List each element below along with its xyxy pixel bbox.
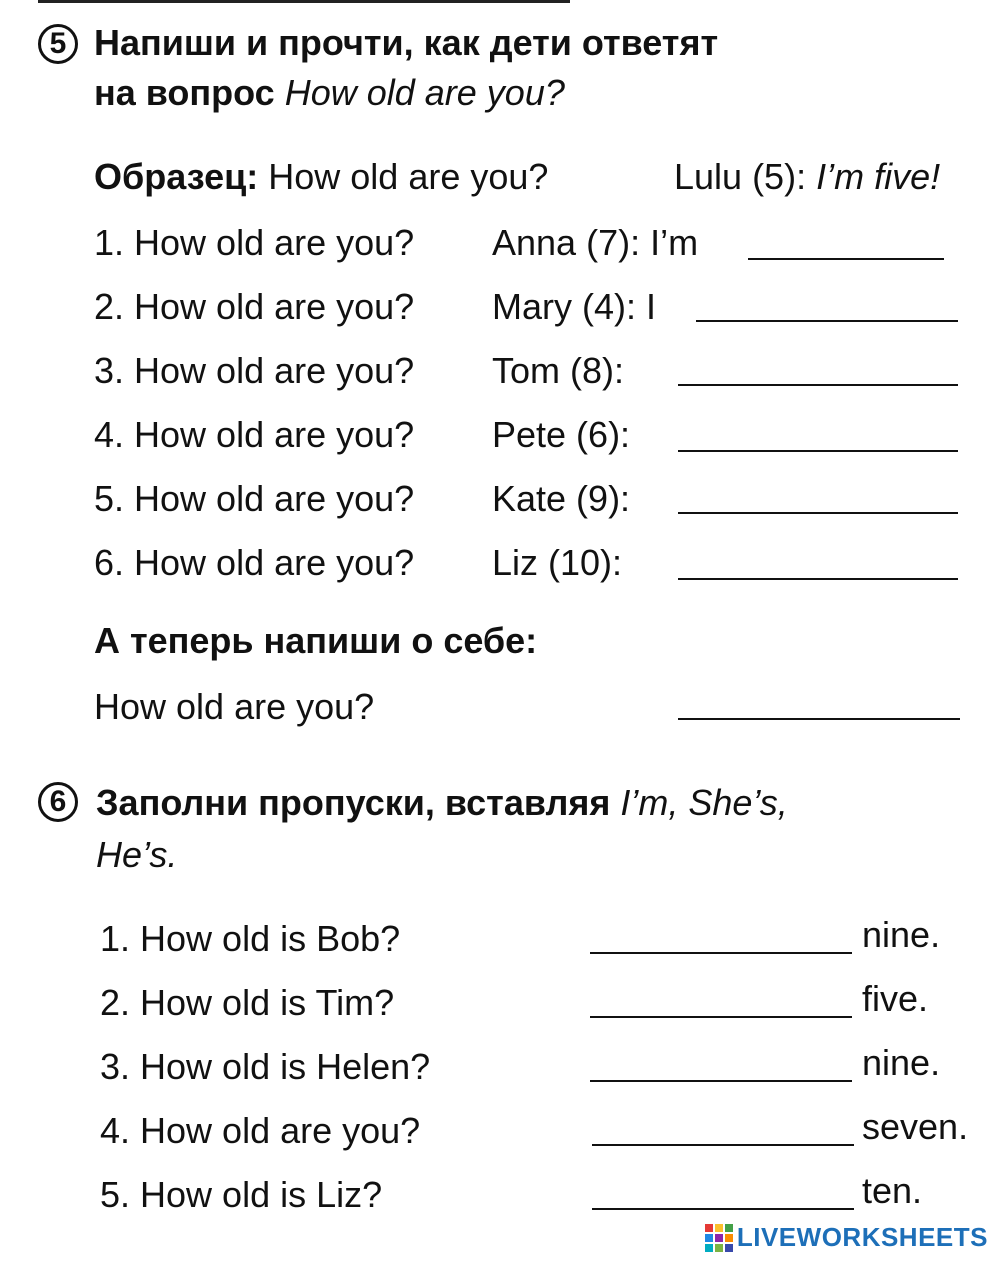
ex5-name-5: Kate (9): [492,478,631,519]
liveworksheets-logo[interactable] [705,1222,988,1253]
ex6-ending-2: five. [862,978,929,1019]
logo-cell [725,1244,733,1252]
ex5-answer-blank-6[interactable] [678,578,958,580]
logo-cell [705,1234,713,1242]
self-heading: А теперь напиши о себе: [94,620,538,661]
logo-cell [715,1224,723,1232]
ex6-ending-5: ten. [862,1170,923,1211]
sample-row: Образец: How old are you? [94,156,549,197]
ex6-ending-4: seven. [862,1106,969,1147]
ex5-name-4: Pete (6): [492,414,631,455]
ex5-question-4: 4. How old are you? [94,414,415,455]
ex6-answer-blank-2[interactable] [590,1016,852,1018]
logo-cell [715,1244,723,1252]
ex6-question-1: 1. How old is Bob? [100,918,401,959]
ex6-answer-blank-4[interactable] [592,1144,854,1146]
ex5-name-1: Anna (7): I’m [492,222,699,263]
ex5-name-3: Tom (8): [492,350,625,391]
ex5-question-2: 2. How old are you? [94,286,415,327]
ex5-question-5: 5. How old are you? [94,478,415,519]
ex6-question-3: 3. How old is Helen? [100,1046,431,1087]
self-answer-blank[interactable] [678,718,960,720]
logo-cell [725,1224,733,1232]
ex6-ending-3: nine. [862,1042,941,1083]
logo-cell [705,1224,713,1232]
logo-text: LIVEWORKSHEETS [736,1222,988,1252]
logo-cell [725,1234,733,1242]
exercise-number-badge: 6 [38,782,78,822]
ex5-answer-blank-4[interactable] [678,450,958,452]
ex5-question-6: 6. How old are you? [94,542,415,583]
ex5-question-1: 1. How old are you? [94,222,415,263]
ex5-answer-blank-1[interactable] [748,258,944,260]
logo-cell [715,1234,723,1242]
exercise-6-title-line1: Заполни пропуски, вставляя I’m, She’s, [96,782,788,823]
sample-answer: Lulu (5): I’m five! [674,156,941,197]
logo-cell [705,1244,713,1252]
logo-grid-icon [705,1224,733,1252]
top-rule [38,0,570,3]
ex5-name-6: Liz (10): [492,542,623,583]
ex5-name-2: Mary (4): I [492,286,657,327]
exercise-5-title-line1: Напиши и прочти, как дети ответят [94,22,719,63]
ex6-question-2: 2. How old is Tim? [100,982,395,1023]
ex6-question-5: 5. How old is Liz? [100,1174,383,1215]
ex6-question-4: 4. How old are you? [100,1110,421,1151]
ex6-answer-blank-5[interactable] [592,1208,854,1210]
exercise-number-badge: 5 [38,24,78,64]
ex6-answer-blank-3[interactable] [590,1080,852,1082]
self-question: How old are you? [94,686,375,727]
exercise-6-title-line2: He’s. [96,834,178,875]
ex6-ending-1: nine. [862,914,941,955]
ex6-answer-blank-1[interactable] [590,952,852,954]
ex5-answer-blank-5[interactable] [678,512,958,514]
ex5-answer-blank-2[interactable] [696,320,958,322]
ex5-question-3: 3. How old are you? [94,350,415,391]
ex5-answer-blank-3[interactable] [678,384,958,386]
exercise-5-title-line2: на вопрос How old are you? [94,72,565,113]
